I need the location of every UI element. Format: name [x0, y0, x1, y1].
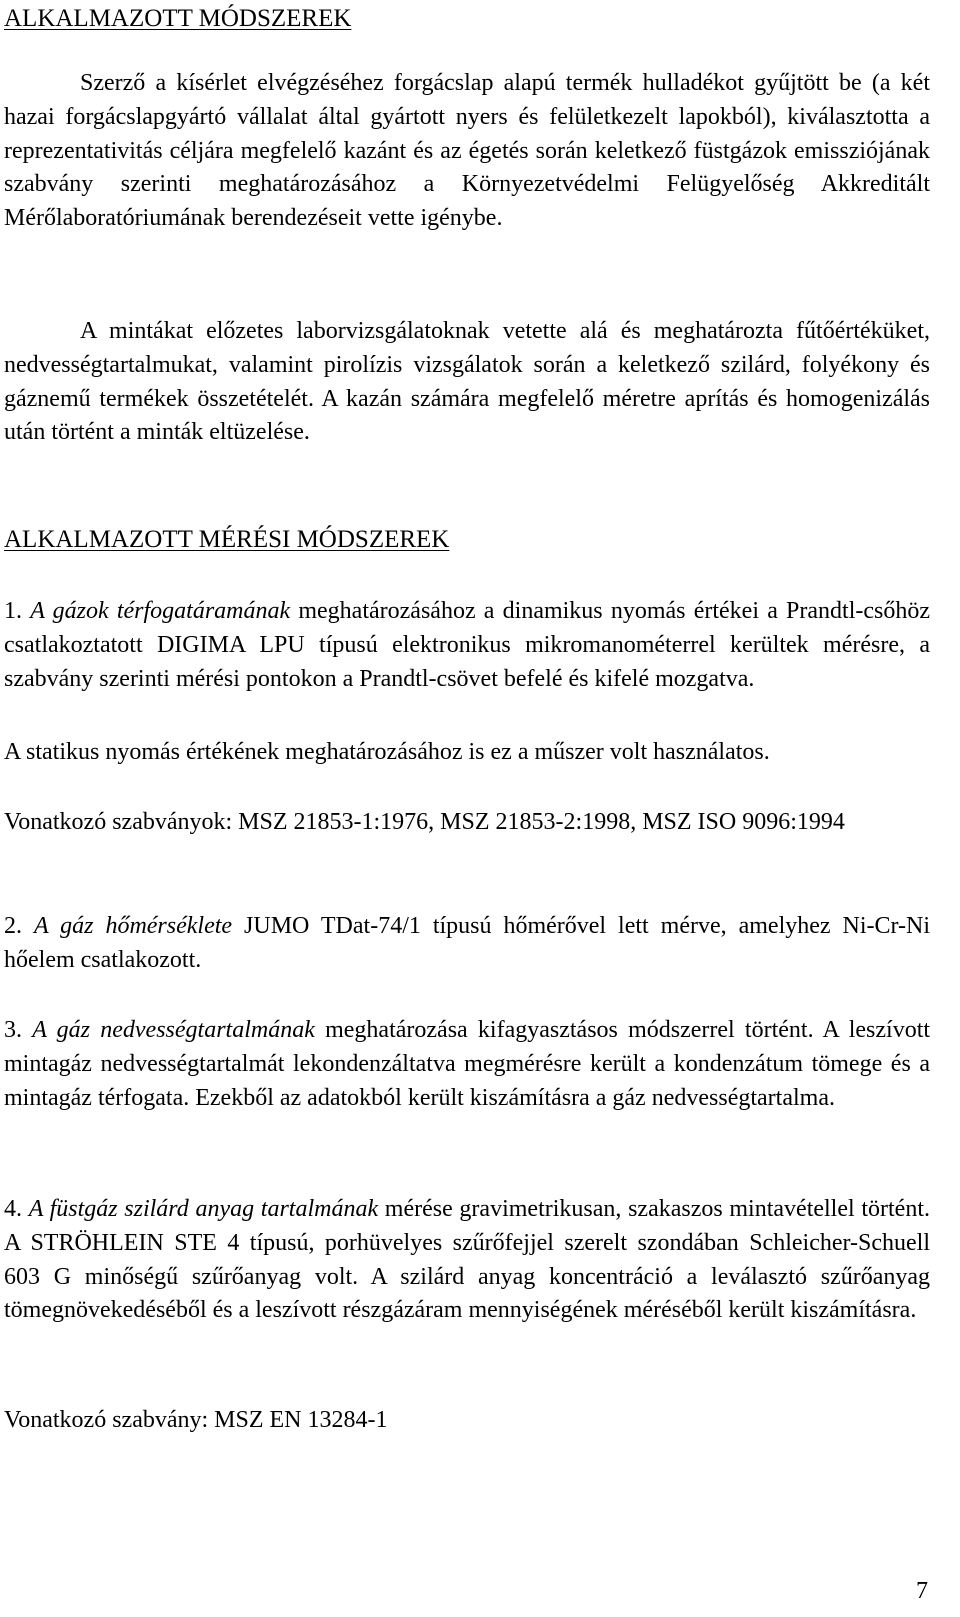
paragraph-sample-collection: Szerző a kísérlet elvégzéséhez forgácslap alapú termék hulladékot gyűjtött be (a két hazai forgácslapgyártó vállalat által gyártott nyers és felületkezelt lapokból), kiválasztotta a reprezentativitás céljára megfelelő kazánt és az égetés során keletkező füstgázok emissziójának szabvány szerinti meghatározásához a Környezetvédelmi Felügyelőség Akkreditált Mérőlaboratóriumának berendezéseit vette igénybe.	[4, 70, 930, 232]
section-heading-methods: ALKALMAZOTT MÓDSZEREK	[4, 5, 352, 32]
item-text: mérése gravimetrikusan, szakaszos mintavétellel történt. A STRÖHLEIN STE 4 típusú, porhüvelyes szűrőfejjel szerelt szondában Schleicher-Schuell 603 G minőségű szűrőanyag volt. A szilárd anyag koncentráció a leválasztó szűrőanyag tömegnövekedéséből és a leszívott részgázáram mennyiségének méréséből került kiszámításra.	[4, 1196, 931, 1324]
item-emphasis: A gáz nedvességtartalmának	[32, 1017, 315, 1043]
item-number: 2.	[4, 913, 22, 939]
item-emphasis: A gázok térfogatáramának	[30, 598, 291, 624]
item-number: 3.	[4, 1017, 22, 1043]
paragraph-static-pressure: A statikus nyomás értékének meghatározásához is ez a műszer volt használatos.	[4, 739, 770, 765]
list-item-gas-temperature	[4, 910, 930, 978]
item-text: meghatározása kifagyasztásos módszerrel történt. A leszívott mintagáz nedvességtartalmát lekondenzáltatva megmérésre került a kondenzátum tömege és a mintagáz térfogata. Ezekből az adatokból került kiszámításra a gáz nedvességtartalma.	[4, 1017, 931, 1111]
section-heading-measurement-methods: ALKALMAZOTT MÉRÉSI MÓDSZEREK	[4, 526, 450, 553]
item-text: meghatározásához a dinamikus nyomás értékei a Prandtl-csőhöz csatlakoztatott DIGIMA LPU típusú elektronikus mikromanométerrel kerültek mérésre, a szabvány szerinti mérési pontokon a Prandtl-csövet befelé és kifelé mozgatva.	[4, 598, 931, 692]
list-item-solid-content	[4, 1193, 930, 1328]
list-item-gas-moisture	[4, 1014, 930, 1115]
item-text: JUMO TDat-74/1 típusú hőmérővel lett mérve, amelyhez Ni-Cr-Ni hőelem csatlakozott.	[4, 913, 931, 973]
paragraph-standards-1: Vonatkozó szabványok: MSZ 21853-1:1976, MSZ 21853-2:1998, MSZ ISO 9096:1994	[4, 809, 845, 835]
item-number: 1.	[4, 598, 22, 624]
item-emphasis: A füstgáz szilárd anyag tartalmának	[28, 1196, 379, 1222]
list-item-gas-flow	[4, 595, 930, 696]
item-number: 4.	[4, 1196, 22, 1222]
page-number: 7	[916, 1578, 928, 1604]
paragraph-standard-4: Vonatkozó szabvány: MSZ EN 13284-1	[4, 1407, 388, 1433]
item-emphasis: A gáz hőmérséklete	[33, 913, 233, 939]
paragraph-lab-tests: A mintákat előzetes laborvizsgálatoknak vetette alá és meghatározta fűtőértéküket, nedvességtartalmukat, valamint pirolízis vizsgálatok során a keletkező szilárd, folyékony és gáznemű termékek összetételét. A kazán számára megfelelő méretre aprítás és homogenizálás után történt a minták eltüzelése.	[4, 318, 930, 446]
